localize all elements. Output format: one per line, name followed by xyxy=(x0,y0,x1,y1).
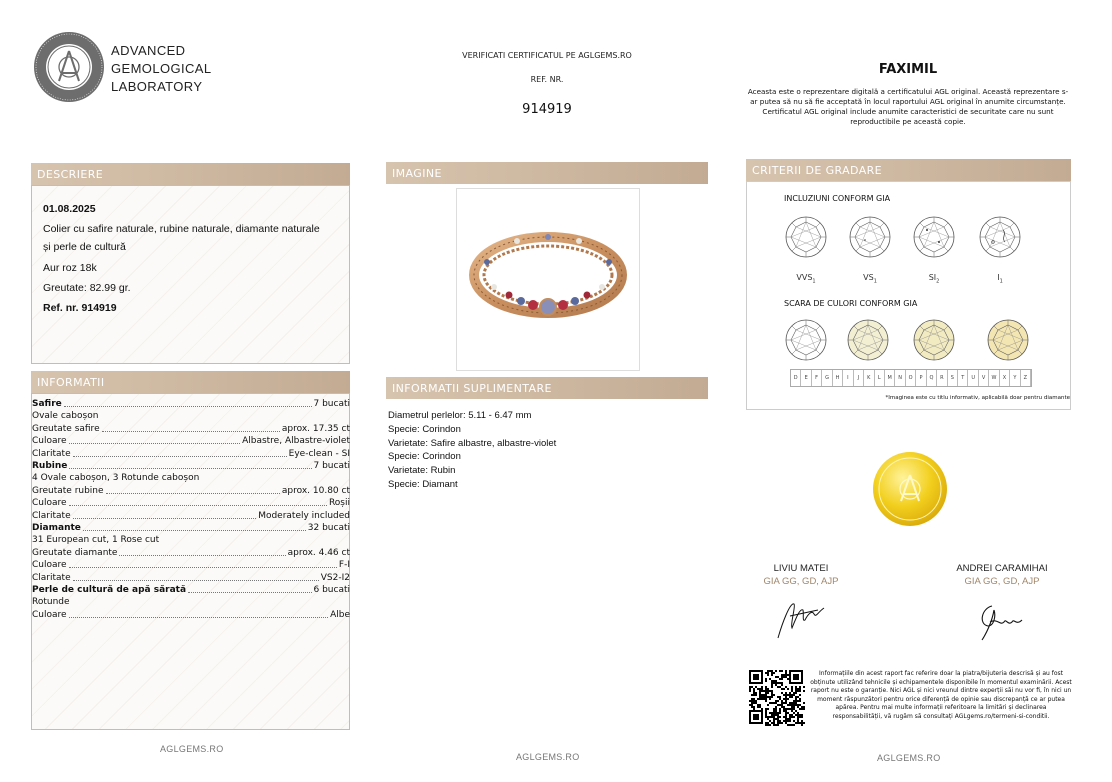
color-scale-cell: U xyxy=(968,370,978,386)
supplementary-line: Diametrul perlelor: 5.11 - 6.47 mm xyxy=(388,410,532,421)
ref-label: REF. NR. xyxy=(530,75,564,84)
info-key: Greutate safire xyxy=(32,423,100,434)
signature-1-name: LIVIU MATEI xyxy=(773,563,829,574)
info-key: Greutate rubine xyxy=(32,485,104,496)
dot-leader xyxy=(73,456,287,457)
info-row xyxy=(32,410,350,422)
logo-wordmark xyxy=(111,42,211,96)
signature-1-icon xyxy=(770,594,830,644)
dot-leader xyxy=(106,493,280,494)
info-row xyxy=(32,448,350,460)
description-ref: Ref. nr. 914919 xyxy=(43,302,117,314)
color-scale-cell: G xyxy=(822,370,832,386)
verify-text: VERIFICATI CERTIFICATUL PE AGLGEMS.RO xyxy=(462,51,632,60)
info-row xyxy=(32,485,350,497)
info-key: Diamante xyxy=(32,522,81,533)
info-value: Eye-clean - SI xyxy=(288,448,350,459)
faximil-text: Aceasta este o reprezentare digitală a certificatului AGL original. Această reprezentare s-ar putea să nu să fie acceptată în locul raportului AGL original în anumite circumstanțe. Certificatul AGL original include anumite caracteristici de securitate care nu sunt reproductibile pe această copie. xyxy=(747,87,1069,126)
info-key: Greutate diamante xyxy=(32,547,118,558)
info-value: aprox. 10.80 ct xyxy=(281,485,350,496)
info-key: Claritate xyxy=(32,448,71,459)
inclusion-subscript: 1 xyxy=(873,278,877,285)
description-metal: Aur roz 18k xyxy=(43,262,97,274)
info-value: aprox. 4.46 ct xyxy=(287,547,350,558)
info-value: aprox. 17.35 ct xyxy=(281,423,350,434)
section-criterii-header: CRITERII DE GRADARE xyxy=(746,159,1071,181)
signature-2-name: ANDREI CARAMIHAI xyxy=(956,563,1048,574)
info-key: Culoare xyxy=(32,609,67,620)
description-weight: Greutate: 82.99 gr. xyxy=(43,282,131,294)
section-informatii-header: INFORMATII xyxy=(31,371,350,393)
color-scale-cell: D xyxy=(791,370,801,386)
info-row xyxy=(32,559,350,571)
supplementary-line: Varietate: Safire albastre, albastre-violet xyxy=(388,437,557,449)
logo-line-1: ADVANCED xyxy=(111,43,186,58)
dot-leader xyxy=(64,406,312,407)
disclaimer-text: Informațiile din acest raport fac referire doar la piatra/bijuteria descrisă și au fost obținute utilizând tehnicile și echipamentele disponibile în momentul examinării. Acest raport nu este o garanție. Nici AGL și nici vreunul dintre experții săi nu vor fi, în nici un moment răspunzători pentru orice diferență de opinie sau discrepanță ce ar putea apărea. Pentru mai multe informații referitoare la limitări și declinarea responsabilității, vă rugăm să consultați AGLgems.ro/termeni-si-conditii. xyxy=(810,670,1072,720)
info-row xyxy=(32,398,350,410)
footer-website-center[interactable]: AGLGEMS.RO xyxy=(516,752,580,762)
color-scale-cell: K xyxy=(864,370,874,386)
color-scale-cell: Y xyxy=(1010,370,1020,386)
description-date: 01.08.2025 xyxy=(43,203,96,215)
supplementary-line: Specie: Diamant xyxy=(388,479,458,490)
info-row xyxy=(32,609,350,621)
info-row xyxy=(32,497,350,509)
color-scale-bar xyxy=(790,369,1032,387)
diamond-icon xyxy=(785,216,827,258)
signature-2-credentials: GIA GG, GD, AJP xyxy=(964,576,1040,587)
color-scale-cell: H xyxy=(833,370,843,386)
footer-website-left[interactable]: AGLGEMS.RO xyxy=(160,744,224,754)
info-row xyxy=(32,534,350,546)
diamond-icon xyxy=(847,319,889,361)
description-line-1: Colier cu safire naturale, rubine naturale, diamante naturale xyxy=(43,223,320,235)
gold-seal-icon xyxy=(872,451,948,527)
grading-note: *Imaginea este cu titlu informativ, aplicabilă doar pentru diamante xyxy=(885,395,1070,401)
inclusion-label: $I_1$ xyxy=(997,273,1003,285)
color-scale-cell: O xyxy=(906,370,916,386)
dot-leader xyxy=(69,505,327,506)
inclusion-gem-vs xyxy=(849,216,891,262)
section-suplimentare-header: INFORMATII SUPLIMENTARE xyxy=(386,377,708,399)
inclusion-subscript: 2 xyxy=(936,278,940,285)
color-scale-cell: V xyxy=(979,370,989,386)
info-row xyxy=(32,572,350,584)
info-key: Culoare xyxy=(32,498,67,509)
info-key: Culoare xyxy=(32,436,67,447)
info-value: 6 bucati xyxy=(313,584,350,595)
info-value: 32 bucati xyxy=(307,522,350,533)
color-gem xyxy=(847,319,889,365)
supplementary-line: Varietate: Rubin xyxy=(388,465,456,477)
info-key: Claritate xyxy=(32,510,71,521)
color-scale-cell: F xyxy=(812,370,822,386)
description-line-2: și perle de cultură xyxy=(43,241,126,253)
info-row xyxy=(32,596,350,608)
color-scale-cell: Q xyxy=(927,370,937,386)
inclusion-label: $VVS_1$ xyxy=(796,273,816,285)
signature-1-image xyxy=(770,594,830,644)
color-scale-cell: X xyxy=(1000,370,1010,386)
color-scale-cell: E xyxy=(801,370,811,386)
color-scale-cell: R xyxy=(937,370,947,386)
info-value: Albe xyxy=(330,609,350,620)
color-gem xyxy=(785,319,827,365)
diamond-icon xyxy=(849,216,891,258)
diamond-icon xyxy=(913,216,955,258)
dot-leader xyxy=(69,567,337,568)
inclusion-gem-vvs xyxy=(785,216,827,262)
info-row xyxy=(32,547,350,559)
signature-1-credentials: GIA GG, GD, AJP xyxy=(763,576,839,587)
inclusion-subscript: 1 xyxy=(999,278,1003,285)
supplementary-line: Specie: Corindon xyxy=(388,451,461,463)
color-scale-title: SCARA DE CULORI CONFORM GIA xyxy=(784,299,918,308)
ref-number: 914919 xyxy=(522,102,572,117)
info-value: 7 bucati xyxy=(313,399,350,409)
info-key: 4 Ovale caboșon, 3 Rotunde caboșon xyxy=(32,473,200,484)
info-row xyxy=(32,522,350,534)
diamond-icon xyxy=(913,319,955,361)
color-scale-cell: N xyxy=(895,370,905,386)
info-row xyxy=(32,584,350,596)
qr-code[interactable] xyxy=(749,670,805,726)
info-row xyxy=(32,510,350,522)
color-scale-cell: I xyxy=(843,370,853,386)
color-gem xyxy=(987,319,1029,365)
necklace-image xyxy=(456,188,640,371)
color-scale-cell: L xyxy=(875,370,885,386)
inclusion-label: $SI_2$ xyxy=(928,273,940,285)
inclusions-title: INCLUZIUNI CONFORM GIA xyxy=(784,194,891,203)
logo-line-3: LABORATORY xyxy=(111,79,203,94)
info-row xyxy=(32,460,350,472)
info-value: Moderately included xyxy=(258,510,350,521)
inclusion-gem-i xyxy=(979,216,1021,262)
info-value: Albastre, Albastre-violet xyxy=(242,436,350,447)
info-key: Safire xyxy=(32,399,62,409)
color-scale-cell: S xyxy=(948,370,958,386)
gold-seal xyxy=(872,451,948,527)
info-value: Roșii xyxy=(328,498,350,509)
supplementary-line: Specie: Corindon xyxy=(388,423,461,435)
necklace-icon xyxy=(457,189,639,370)
info-value: 7 bucati xyxy=(313,460,350,471)
dot-leader xyxy=(188,592,311,593)
info-row xyxy=(32,423,350,435)
color-scale-cell: W xyxy=(989,370,999,386)
info-value: F-I xyxy=(338,560,350,571)
section-imagine-header: IMAGINE xyxy=(386,162,708,184)
info-key: 31 European cut, 1 Rose cut xyxy=(32,535,160,546)
diamond-icon xyxy=(979,216,1021,258)
inclusion-label: $VS_1$ xyxy=(863,273,877,285)
dot-leader xyxy=(102,431,280,432)
info-value: VS2-I2 xyxy=(320,572,350,583)
inclusion-gem-si xyxy=(913,216,955,262)
section-descriere-header: DESCRIERE xyxy=(31,163,350,185)
info-row xyxy=(32,472,350,484)
signature-2-image xyxy=(972,596,1032,644)
qr-code-icon xyxy=(749,670,805,726)
dot-leader xyxy=(73,580,319,581)
faximil-title: FAXIMIL xyxy=(878,62,938,77)
diamond-icon xyxy=(987,319,1029,361)
diamond-icon xyxy=(785,319,827,361)
agl-seal-icon xyxy=(33,31,105,103)
info-key: Claritate xyxy=(32,572,71,583)
info-key: Rotunde xyxy=(32,597,70,608)
info-row xyxy=(32,435,350,447)
dot-leader xyxy=(83,530,306,531)
signature-2-icon xyxy=(972,596,1032,644)
info-key: Rubine xyxy=(32,460,68,471)
color-scale-cell: P xyxy=(916,370,926,386)
color-gem xyxy=(913,319,955,365)
info-key: Perle de cultură de apă sărată xyxy=(32,584,187,595)
info-key: Culoare xyxy=(32,560,67,571)
dot-leader xyxy=(119,555,285,556)
dot-leader xyxy=(69,617,329,618)
dot-leader xyxy=(69,443,241,444)
dot-leader xyxy=(73,518,257,519)
logo-line-2: GEMOLOGICAL xyxy=(111,61,212,76)
agl-logo xyxy=(33,31,105,103)
color-scale-cell: T xyxy=(958,370,968,386)
info-key: Ovale caboșon xyxy=(32,411,99,422)
footer-website-right[interactable]: AGLGEMS.RO xyxy=(877,753,941,763)
inclusion-subscript: 1 xyxy=(812,278,816,285)
color-scale-cell: J xyxy=(854,370,864,386)
dot-leader xyxy=(69,468,311,469)
color-scale-cell: M xyxy=(885,370,895,386)
color-scale-cell: Z xyxy=(1021,370,1031,386)
